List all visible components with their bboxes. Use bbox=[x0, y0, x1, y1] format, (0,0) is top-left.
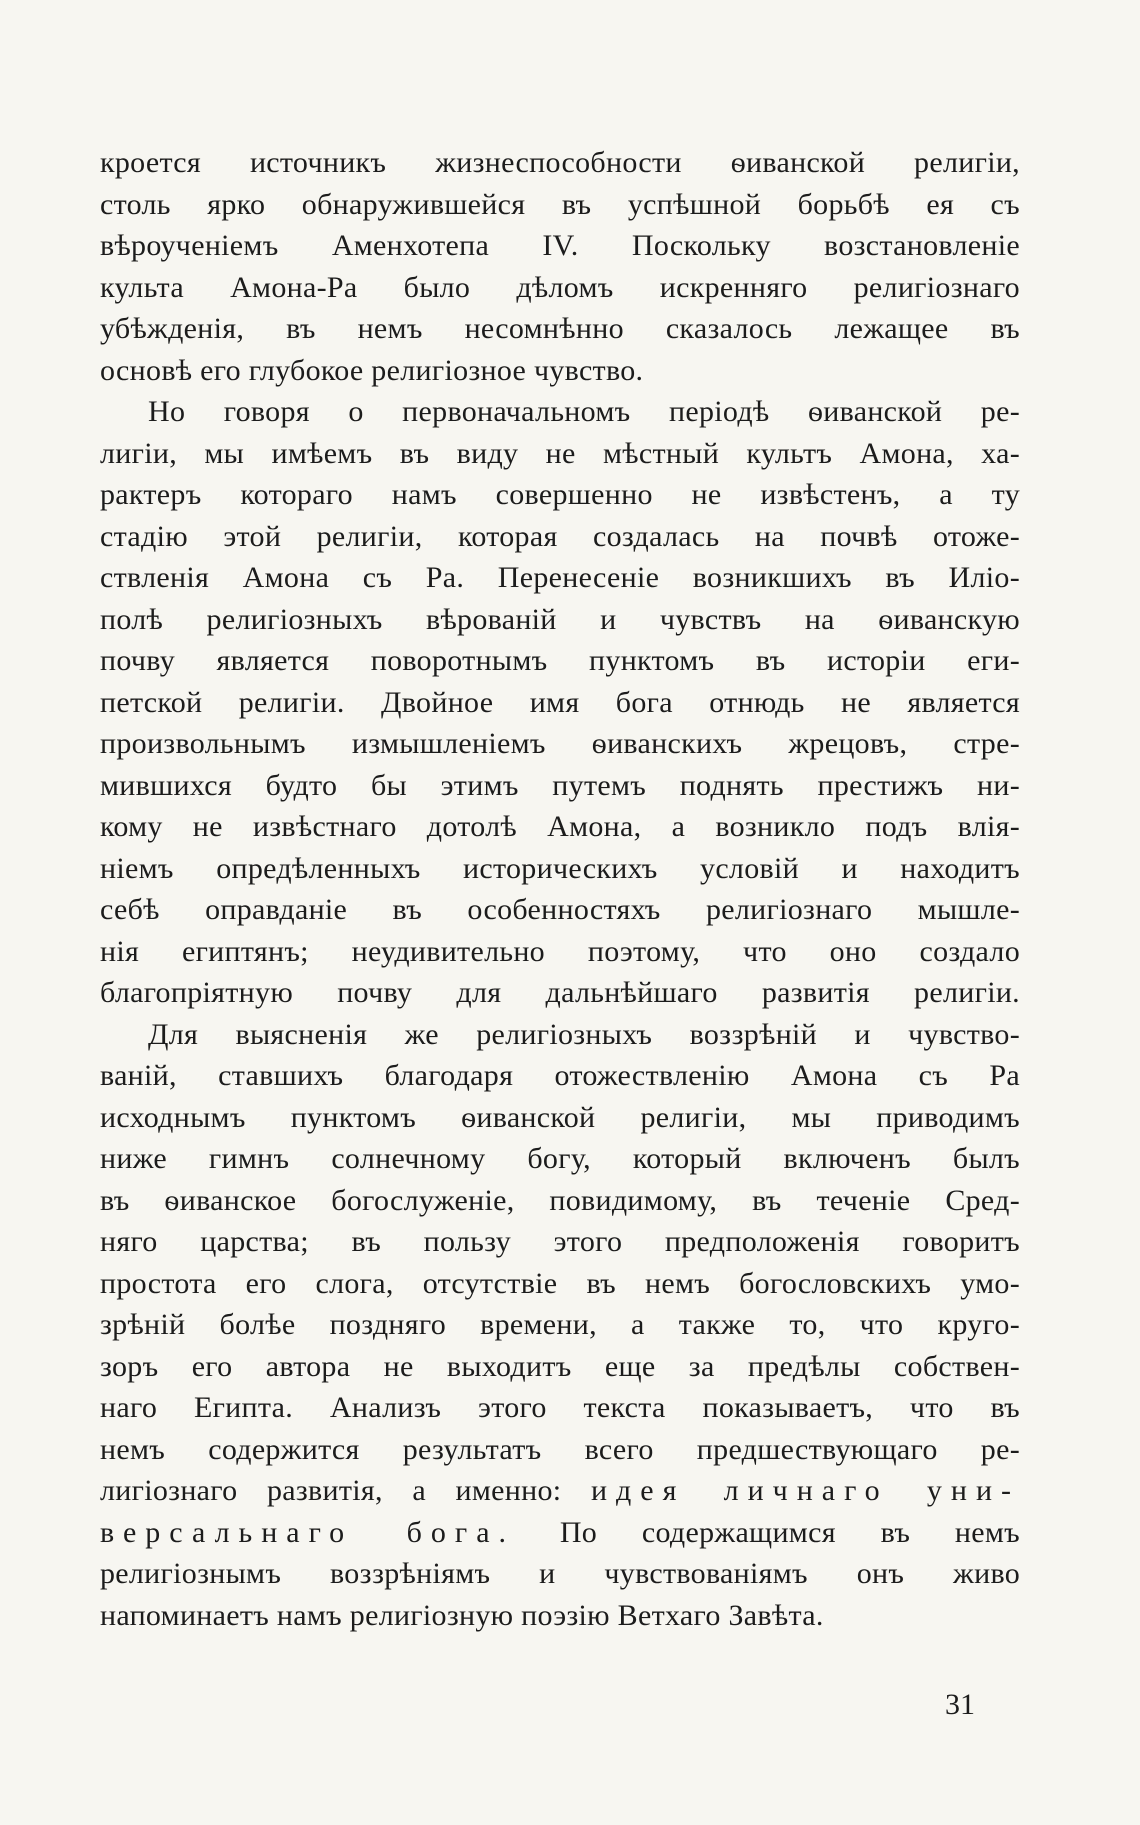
text-line: ваній, ставшихъ благодаря отожествленію Амона съ Ра bbox=[100, 1059, 1020, 1092]
text-line: наго Египта. Анализъ этого текста показываетъ, что въ bbox=[100, 1391, 1020, 1424]
text-line: культа Амона-Ра было дѣломъ искренняго религіознаго bbox=[100, 270, 1020, 304]
text-line: лигіи, мы имѣемъ въ виду не мѣстный культъ Амона, ха- bbox=[100, 436, 1020, 470]
text-line: нія египтянъ; неудивительно поэтому, что оно создало bbox=[100, 934, 1020, 968]
text-line: религіознымъ воззрѣніямъ и чувствованіямъ онъ живо bbox=[100, 1557, 1020, 1590]
text-line: благопріятную почву для дальнѣйшаго развитія религіи. bbox=[100, 976, 1020, 1009]
text-line-mixed bbox=[100, 1470, 1020, 1512]
text-line: Но говоря о первоначальномъ періодѣ ѳиванской ре- bbox=[148, 395, 1020, 428]
text-line: ниже гимнъ солнечному богу, который включенъ былъ bbox=[100, 1142, 1020, 1175]
text-line: исходнымъ пунктомъ ѳиванской религіи, мы приводимъ bbox=[100, 1100, 1020, 1134]
text-line: Для выясненія же религіозныхъ воззрѣній и чувство- bbox=[148, 1017, 1020, 1051]
text-line: убѣжденія, въ немъ несомнѣнно сказалось лежащее въ bbox=[100, 312, 1020, 345]
text-line: ніемъ опредѣленныхъ историческихъ условій и находитъ bbox=[100, 851, 1020, 885]
text-line: мившихся будто бы этимъ путемъ поднять престижъ ни- bbox=[100, 768, 1020, 802]
spaced-emphasis: идея личнаго уни- bbox=[590, 1474, 1020, 1507]
page-number: 31 bbox=[945, 1688, 975, 1721]
text-line: полѣ религіозныхъ вѣрованій и чувствъ на ѳиванскую bbox=[100, 602, 1020, 636]
text-line: произвольнымъ измышленіемъ ѳиванскихъ жрецовъ, стре- bbox=[100, 727, 1020, 760]
text-line: стадію этой религіи, которая создалась на почвѣ отоже- bbox=[100, 519, 1020, 553]
text-line: въ ѳиванское богослуженіе, повидимому, въ теченіе Сред- bbox=[100, 1183, 1020, 1217]
paragraph-1 bbox=[100, 142, 1020, 391]
text-line: ствленія Амона съ Ра. Перенесеніе возникшихъ въ Иліо- bbox=[100, 561, 1020, 594]
text-line: няго царства; въ пользу этого предположенія говоритъ bbox=[100, 1225, 1020, 1258]
text-segment: По содержащимся въ немъ bbox=[559, 1515, 1020, 1549]
text-line: простота его слога, отсутствіе въ немъ богословскихъ умо- bbox=[100, 1266, 1020, 1300]
text-line: кому не извѣстнаго дотолѣ Амона, а возникло подъ влія- bbox=[100, 810, 1020, 843]
paragraph-3 bbox=[100, 1014, 1020, 1637]
text-line: зоръ его автора не выходитъ еще за предѣлы собствен- bbox=[100, 1349, 1020, 1383]
text-line: основѣ его глубокое религіозное чувство. bbox=[100, 353, 644, 387]
text-line: рактеръ котораго намъ совершенно не извѣстенъ, а ту bbox=[100, 478, 1020, 511]
text-line-mixed bbox=[100, 1512, 1020, 1554]
text-line: немъ содержится результатъ всего предшествующаго ре- bbox=[100, 1432, 1020, 1466]
spaced-emphasis: версальнаго бога. bbox=[100, 1515, 516, 1549]
text-line: зрѣній болѣе поздняго времени, а также то, что круго- bbox=[100, 1308, 1020, 1341]
text-line: почву является поворотнымъ пунктомъ въ исторіи еги- bbox=[100, 644, 1020, 677]
text-line: петской религіи. Двойное имя бога отнюдь не является bbox=[100, 685, 1020, 719]
text-line: себѣ оправданіе въ особенностяхъ религіознаго мышле- bbox=[100, 893, 1020, 926]
body-text bbox=[100, 142, 1020, 1636]
text-line: вѣроученіемъ Аменхотепа IV. Поскольку возстановленіе bbox=[100, 229, 1020, 262]
text-segment: лигіознаго развитія, а именно: bbox=[100, 1474, 562, 1507]
text-line: напоминаетъ намъ религіозную поэзію Ветхаго Завѣта. bbox=[100, 1598, 824, 1632]
paragraph-2 bbox=[100, 391, 1020, 1014]
text-line: кроется источникъ жизнеспособности ѳиванской религіи, bbox=[100, 146, 1020, 179]
text-line: столь ярко обнаружившейся въ успѣшной борьбѣ ея съ bbox=[100, 187, 1020, 221]
